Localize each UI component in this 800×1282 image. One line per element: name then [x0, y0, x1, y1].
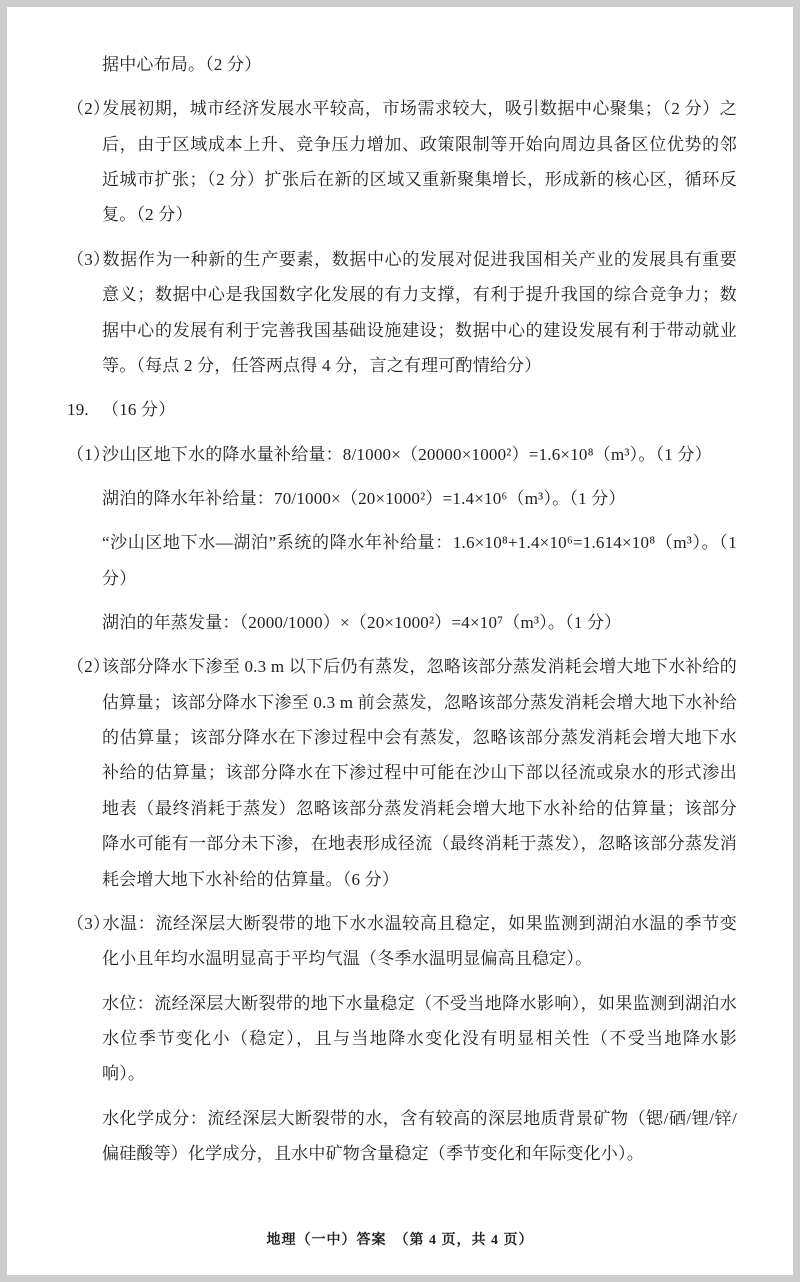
paragraph-text: 水化学成分：流经深层大断裂带的水，含有较高的深层地质背景矿物（锶/硒/锂/锌/偏硅酸等）化学成分，且水中矿物含量稳定（季节变化和年际变化小）。 — [102, 1108, 737, 1164]
paragraph-text: 水温：流经深层大断裂带的地下水水温较高且稳定，如果监测到湖泊水温的季节变化小且年均水温明显高于平均气温（冬季水温明显偏高且稳定）。 — [102, 913, 737, 969]
question-points: （16 分） — [102, 400, 176, 420]
paragraph-label: （3） — [67, 913, 111, 933]
paragraph-label: （2） — [67, 99, 111, 119]
answer-paragraph — [67, 481, 737, 516]
question-number-heading — [67, 392, 737, 427]
paragraph-text: 湖泊的年蒸发量：（2000/1000）×（20×1000²）=4×10⁷（m³）。（1 分） — [102, 613, 622, 633]
question-number: 19. — [67, 400, 89, 420]
paragraph-label: （1） — [67, 444, 111, 464]
paragraph-text: 发展初期，城市经济发展水平较高，市场需求较大，吸引数据中心聚集；（2 分）之后，由于区域成本上升、竞争压力增加、政策限制等开始向周边具备区位优势的邻近城市扩张；（2 分）扩张后在新的区域又重新聚集增长，形成新的核心区，循环反复。（2 分） — [102, 99, 737, 225]
answer-paragraph — [67, 605, 737, 640]
answer-paragraph — [67, 1101, 737, 1172]
answer-paragraph — [67, 242, 737, 383]
answer-paragraph — [67, 91, 737, 232]
paragraph-text: 据中心布局。（2 分） — [102, 55, 262, 74]
paragraph-text: “沙山区地下水—湖泊”系统的降水年补给量：1.6×10⁸+1.4×10⁶=1.614×10⁸（m³）。（1 分） — [102, 533, 737, 588]
page-footer: 地理（一中）答案 （第 4 页，共 4 页） — [266, 1233, 534, 1248]
answer-paragraph — [67, 47, 737, 82]
paragraph-text: 该部分降水下渗至 0.3 m 以下后仍有蒸发，忽略该部分蒸发消耗会增大地下水补给的估算量；该部分降水下渗至 0.3 m 前会蒸发，忽略该部分蒸发消耗会增大地下水补给的估算量；该部分降水在下渗过程中会有蒸发，忽略该部分蒸发消耗会增大地下水补给的估算量；该部分降水在下渗过程中可能在沙山下部以径流或泉水的形式渗出地表（最终消耗于蒸发）忽略该部分蒸发消耗会增大地下水补给的估算量；该部分降水可能有一部分未下渗，在地表形成径流（最终消耗于蒸发），忽略该部分蒸发消耗会增大地下水补给的估算量。（6 分） — [102, 657, 737, 889]
paragraph-text: 湖泊的降水年补给量：70/1000×（20×1000²）=1.4×10⁶（m³）。（1 分） — [102, 488, 626, 508]
answer-paragraph — [67, 437, 737, 472]
paragraph-label: （2） — [67, 657, 111, 677]
paragraph-text: 数据作为一种新的生产要素，数据中心的发展对促进我国相关产业的发展具有重要意义；数据中心是我国数字化发展的有力支撑，有利于提升我国的综合竞争力；数据中心的发展有利于完善我国基础设施建设；数据中心的建设发展有利于带动就业等。（每点 2 分，任答两点得 4 分，言之有理可酌情给分） — [102, 249, 737, 375]
answer-paragraph — [67, 525, 737, 596]
answer-paragraph — [67, 986, 737, 1092]
document-page — [7, 7, 793, 1275]
answer-paragraph — [67, 906, 737, 977]
paragraph-text: 水位：流经深层大断裂带的地下水量稳定（不受当地降水影响），如果监测到湖泊水水位季节变化小（稳定），且与当地降水变化没有明显相关性（不受当地降水影响）。 — [102, 993, 737, 1084]
answer-paragraph — [67, 649, 737, 897]
paragraph-label: （3） — [67, 249, 111, 269]
paragraph-text: 沙山区地下水的降水量补给量：8/1000×（20000×1000²）=1.6×10⁸（m³）。（1 分） — [102, 444, 712, 464]
